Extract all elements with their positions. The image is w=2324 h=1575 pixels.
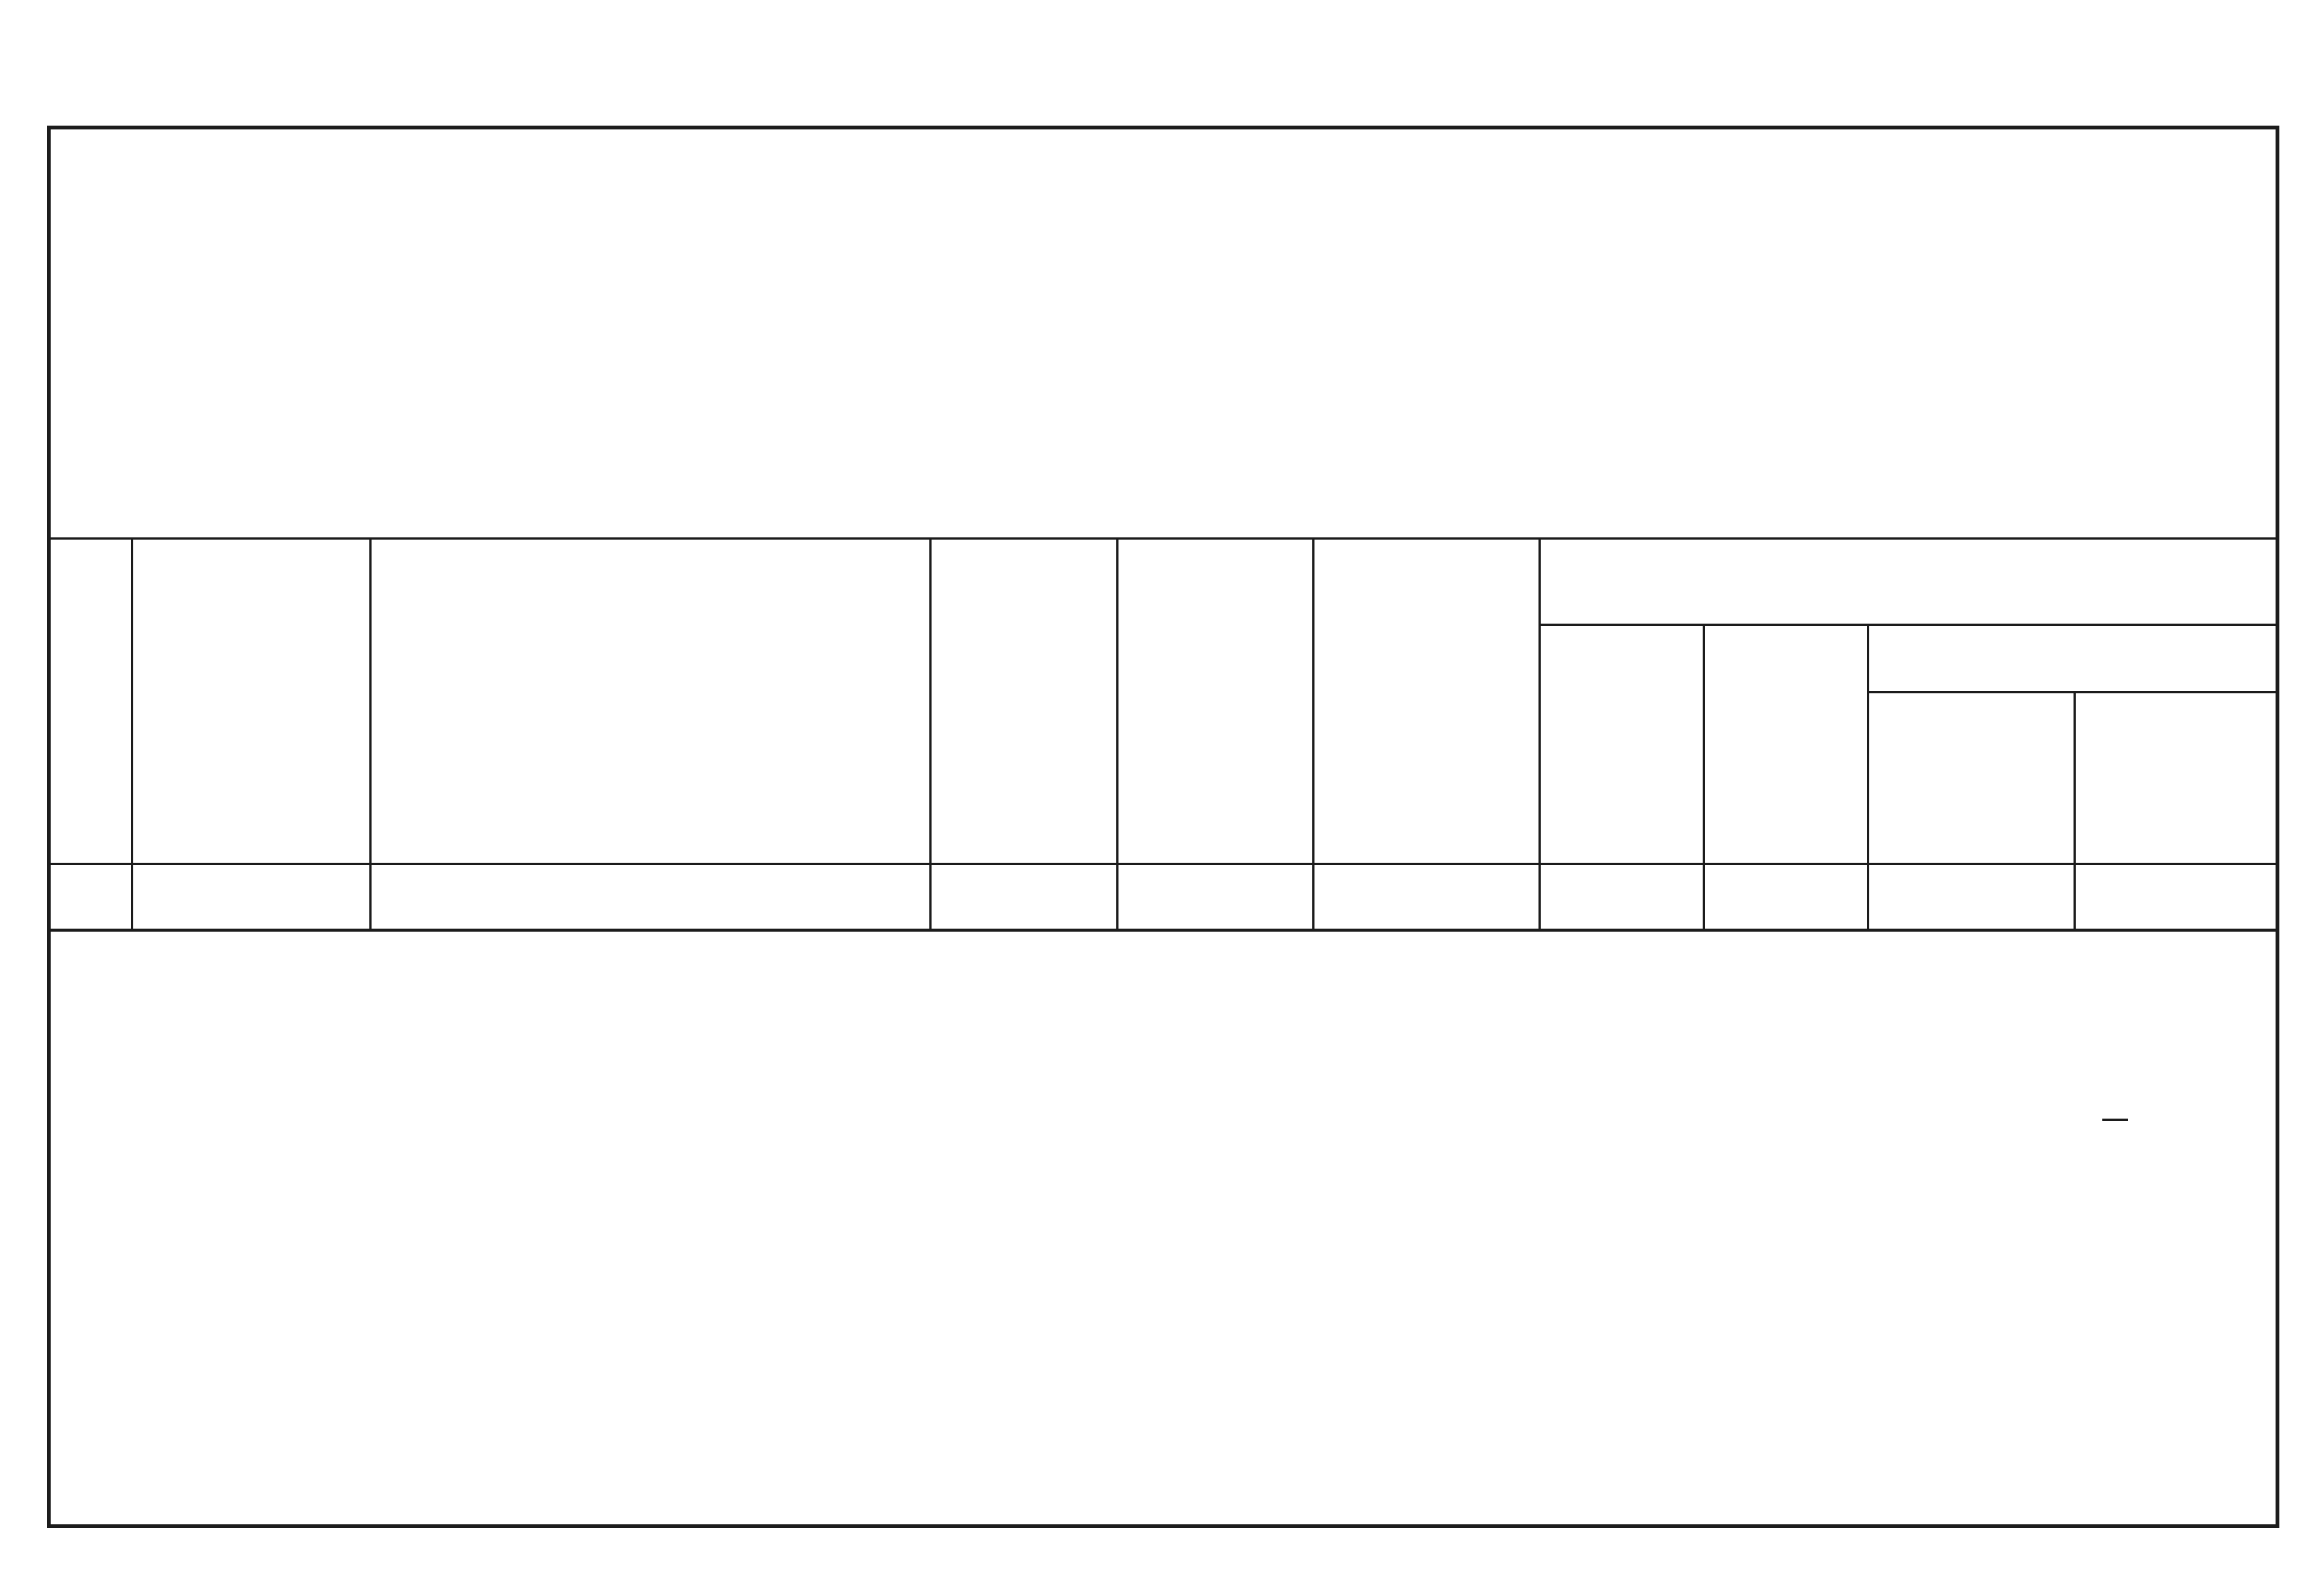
total-group-rule [1538,624,2279,626]
table-top-rule [47,537,2279,540]
row-1-machines-fraction-rule [2102,1119,2128,1121]
col-divider-3 [929,537,932,931]
col-divider-9 [2074,693,2076,931]
col-divider-2 [369,537,372,931]
colnum-bottom-rule [47,929,2279,932]
document-frame [47,126,2279,1528]
header-bottom-rule [47,863,2279,865]
col-divider-6 [1538,537,1541,931]
col-divider-7 [1703,625,1705,931]
col-divider-5 [1312,537,1314,931]
col-divider-8 [1867,625,1869,931]
col-divider-4 [1116,537,1118,931]
col-divider-1 [131,537,133,931]
